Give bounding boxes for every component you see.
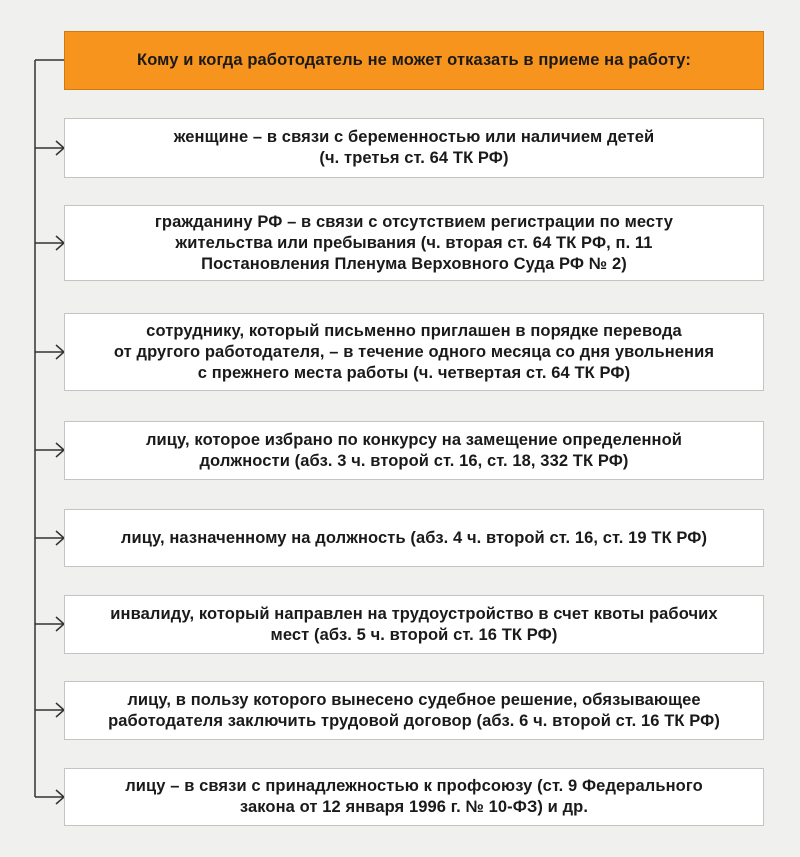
header-title: Кому и когда работодатель не может отказать в приеме на работу: <box>137 51 691 69</box>
item-text: женщине – в связи с беременностью или наличием детей (ч. третья ст. 64 ТК РФ) <box>173 128 655 167</box>
header-box <box>64 31 764 90</box>
item-box-3 <box>64 313 764 391</box>
arrow-7 <box>35 703 64 717</box>
arrow-8 <box>35 790 64 804</box>
item-text: лицу, назначенному на должность (абз. 4 ч. второй ст. 16, ст. 19 ТК РФ) <box>120 528 708 547</box>
arrow-3 <box>35 345 64 359</box>
arrow-4 <box>35 443 64 457</box>
arrow-6 <box>35 617 64 631</box>
item-box-5 <box>64 509 764 567</box>
item-box-1 <box>64 118 764 178</box>
item-box-2 <box>64 205 764 281</box>
arrow-1 <box>35 141 64 155</box>
item-text: гражданину РФ – в связи с отсутствием регистрации по месту жительства или пребывания (ч. вторая ст. 64 ТК РФ, п. 11 Постановления Пленума Верховного Суда РФ № 2) <box>154 212 674 273</box>
item-box-8 <box>64 768 764 826</box>
item-box-6 <box>64 595 764 654</box>
item-box-7 <box>64 681 764 740</box>
item-text: лицу – в связи с принадлежностью к профсоюзу (ст. 9 Федерального закона от 12 января 1996 г. № 10-ФЗ) и др. <box>125 777 703 816</box>
item-box-4 <box>64 421 764 480</box>
item-text: сотруднику, который письменно приглашен в порядке перевода от другого работодателя, – в течение одного месяца со дня увольнения с прежнего места работы (ч. четвертая ст. 64 ТК РФ) <box>113 321 715 382</box>
item-text: лицу, которое избрано по конкурсу на замещение определенной должности (абз. 3 ч. второй ст. 16, ст. 18, 332 ТК РФ) <box>145 430 683 470</box>
item-text: инвалиду, который направлен на трудоустройство в счет квоты рабочих мест (абз. 5 ч. второй ст. 16 ТК РФ) <box>110 604 718 644</box>
arrow-5 <box>35 531 64 545</box>
arrow-2 <box>35 236 64 250</box>
item-text: лицу, в пользу которого вынесено судебное решение, обязывающее работодателя заключить трудовой договор (абз. 6 ч. второй ст. 16 ТК РФ) <box>108 690 720 730</box>
